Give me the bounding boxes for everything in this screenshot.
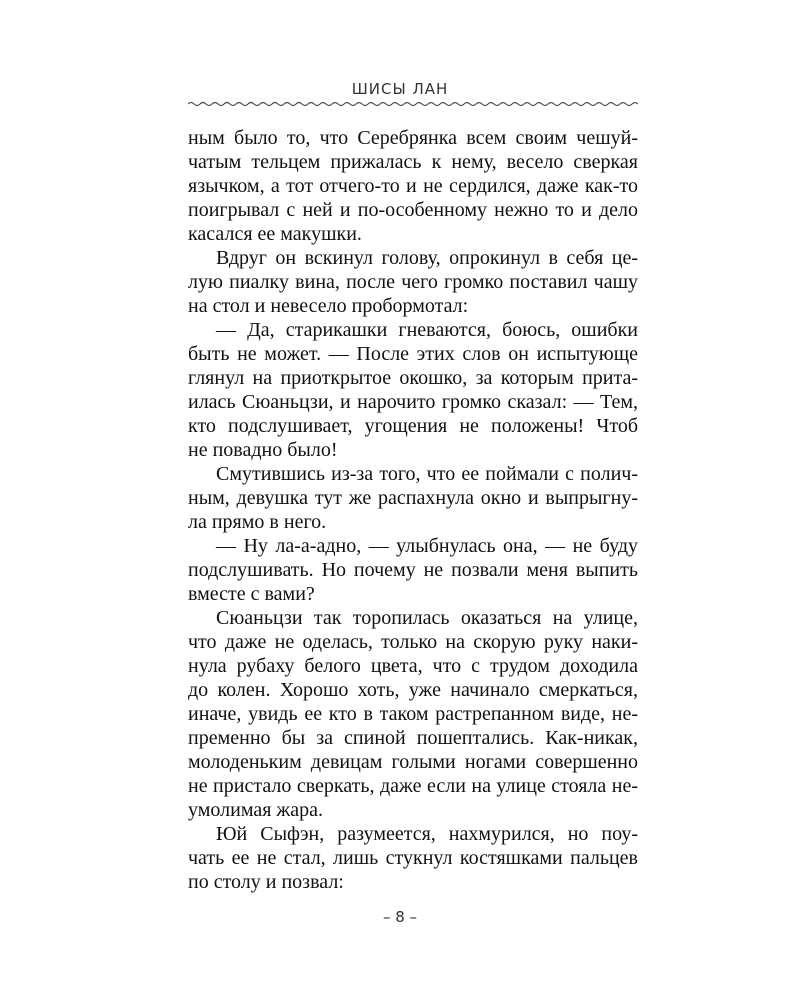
running-header-author: ШИСЫ ЛАН: [351, 80, 449, 98]
text-line: язычком, а тот отчего-то и не сердился, даже как-то: [188, 175, 638, 197]
text-line: касался ее макушки.: [188, 223, 362, 245]
text-line: до колен. Хорошо хоть, уже начинало смеркаться,: [188, 679, 638, 701]
text-line: кто подслушивает, угощения не положены! Чтоб: [188, 415, 638, 437]
text-line: чатым тельцем прижалась к нему, весело сверкая: [188, 151, 638, 173]
text-line: — Да, старикашки гневаются, боюсь, ошибки: [216, 319, 638, 341]
text-line: что даже не оделась, только на скорую руку наки-: [188, 631, 638, 653]
text-line: быть не может. — После этих слов он испытующе: [188, 343, 638, 365]
text-line: умолимая жара.: [188, 799, 323, 821]
text-line: Смутившись из-за того, что ее поймали с полич-: [216, 463, 638, 485]
book-page-text: [188, 126, 638, 894]
page-number: – 8 –: [382, 908, 418, 926]
text-line: лую пиалку вина, после чего громко поставил чашу: [188, 271, 638, 293]
text-line: Сюаньцзи так торопилась оказаться на улице,: [216, 607, 638, 629]
text-line: не пристало сверкать, даже если на улице стояла не-: [188, 775, 638, 797]
text-line: ным, девушка тут же распахнула окно и выпрыгну-: [188, 487, 638, 509]
text-line: иначе, увидь ее кто в таком растрепанном виде, не-: [188, 703, 638, 725]
text-line: ным было то, что Серебрянка всем своим чешуй-: [188, 127, 638, 149]
text-line: чать ее не стал, лишь стукнул костяшками пальцев: [188, 847, 638, 869]
text-line: вместе с вами?: [188, 583, 315, 605]
text-line: на стол и невесело пробормотал:: [188, 295, 469, 317]
text-line: глянул на приоткрытое окошко, за которым прита-: [188, 367, 638, 389]
text-line: молоденьким девицам голыми ногами совершенно: [188, 751, 638, 773]
text-line: поигрывал с ней и по-особенному нежно то и дело: [188, 199, 638, 221]
text-line: нула рубаху белого цвета, что с трудом доходила: [188, 655, 638, 677]
text-line: ла прямо в него.: [188, 511, 327, 533]
text-line: по столу и позвал:: [188, 871, 344, 893]
decorative-wavy-rule: [188, 96, 638, 112]
text-line: Юй Сыфэн, разумеется, нахмурился, но поу-: [216, 823, 638, 845]
text-line: не повадно было!: [188, 439, 338, 461]
text-line: Вдруг он вскинул голову, опрокинул в себя це-: [216, 247, 638, 269]
text-line: илась Сюаньцзи, и нарочито громко сказал: — Тем,: [188, 391, 638, 413]
text-line: пременно бы за спиной пошептались. Как-никак,: [188, 727, 638, 749]
text-line: подслушивать. Но почему не позвали меня выпить: [188, 559, 638, 581]
text-line: — Ну ла-а-адно, — улыбнулась она, — не буду: [216, 535, 638, 557]
